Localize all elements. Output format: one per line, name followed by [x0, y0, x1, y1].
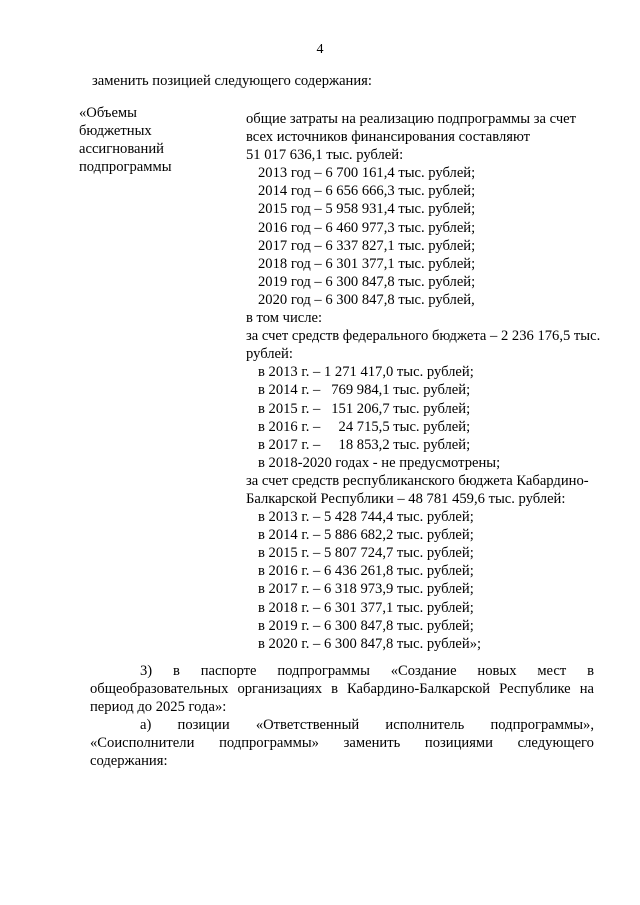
budget-line: в 2014 г. – 5 886 682,2 тыс. рублей; — [258, 527, 474, 544]
paragraph-a-word: «Ответственный — [255, 717, 360, 733]
budget-line: в 2015 г. – 151 206,7 тыс. рублей; — [258, 400, 471, 417]
budget-line: в 2013 г. – 1 271 417,0 тыс. рублей; — [258, 364, 474, 381]
budget-line: за счет средств республиканского бюджета Кабардино- — [246, 472, 589, 489]
paragraph-a-word: исполнитель — [385, 717, 465, 733]
paragraph-a-word: следующего — [517, 735, 594, 751]
budget-line: в 2020 г. – 6 300 847,8 тыс. рублей»; — [258, 635, 482, 652]
budget-line: 2018 год – 6 301 377,1 тыс. рублей; — [258, 255, 476, 272]
budget-line: 2014 год – 6 656 666,3 тыс. рублей; — [258, 183, 476, 200]
paragraph-3-word: паспорте — [200, 663, 257, 679]
paragraph-a-word: заменить — [343, 735, 401, 751]
paragraph-3-word: «Создание — [390, 663, 457, 679]
page-number: 4 — [316, 42, 324, 57]
paragraph-a-word: подпрограммы», — [490, 717, 594, 733]
position-label-line: «Объемы — [79, 105, 137, 121]
paragraph-3-word: мест — [537, 663, 567, 679]
budget-line: в 2016 г. – 24 715,5 тыс. рублей; — [258, 418, 471, 435]
budget-line: всех источников финансирования составляют — [246, 129, 531, 146]
paragraph-a-line — [90, 734, 594, 752]
budget-line: Балкарской Республики – 48 781 459,6 тыс. рублей: — [246, 490, 566, 507]
paragraph-a-word: подпрограммы» — [219, 735, 319, 751]
intro-text: заменить позицией следующего содержания: — [92, 73, 372, 89]
paragraph-a — [90, 716, 594, 770]
paragraph-3-line: общеобразовательных организациях в Кабардино-Балкарской Республике на — [90, 681, 594, 697]
budget-line: 2013 год – 6 700 161,4 тыс. рублей; — [258, 165, 476, 182]
budget-line: за счет средств федерального бюджета – 2 236 176,5 тыс. — [246, 328, 601, 345]
budget-line: в 2014 г. – 769 984,1 тыс. рублей; — [258, 382, 471, 399]
paragraph-a-word: позиции — [177, 717, 230, 733]
paragraph-a-line — [90, 716, 594, 734]
budget-description — [246, 110, 626, 653]
position-label — [79, 104, 229, 176]
budget-line: 2020 год – 6 300 847,8 тыс. рублей, — [258, 291, 475, 308]
budget-line: 2015 год – 5 958 931,4 тыс. рублей; — [258, 201, 476, 218]
paragraph-3-word: новых — [477, 663, 517, 679]
budget-line: в 2019 г. – 6 300 847,8 тыс. рублей; — [258, 617, 474, 634]
budget-line: рублей: — [246, 346, 293, 363]
paragraph-3-line — [90, 662, 594, 680]
budget-line: в 2017 г. – 18 853,2 тыс. рублей; — [258, 436, 471, 453]
paragraph-3-word: в — [587, 663, 594, 679]
position-label-line: бюджетных — [79, 123, 152, 139]
paragraph-a-word: а) — [140, 717, 152, 733]
budget-line: 2017 год – 6 337 827,1 тыс. рублей; — [258, 237, 476, 254]
budget-line: 51 017 636,1 тыс. рублей: — [246, 147, 404, 164]
budget-line: 2016 год – 6 460 977,3 тыс. рублей; — [258, 219, 476, 236]
budget-line: в 2013 г. – 5 428 744,4 тыс. рублей; — [258, 509, 474, 526]
paragraph-3-word: 3) — [140, 663, 153, 679]
budget-line: в 2016 г. – 6 436 261,8 тыс. рублей; — [258, 563, 474, 580]
budget-line: общие затраты на реализацию подпрограммы за счет — [246, 111, 577, 127]
budget-line: в том числе: — [246, 310, 323, 327]
budget-line: в 2015 г. – 5 807 724,7 тыс. рублей; — [258, 545, 474, 562]
position-label-line: ассигнований — [79, 141, 164, 157]
paragraph-3-word: подпрограммы — [277, 663, 370, 679]
budget-line: в 2018 г. – 6 301 377,1 тыс. рублей; — [258, 599, 474, 616]
budget-line: в 2018-2020 годах - не предусмотрены; — [258, 454, 501, 471]
budget-line: в 2017 г. – 6 318 973,9 тыс. рублей; — [258, 581, 474, 598]
budget-line: 2019 год – 6 300 847,8 тыс. рублей; — [258, 273, 476, 290]
paragraph-a-word: позициями — [424, 735, 493, 751]
paragraph-a-line: содержания: — [90, 753, 168, 769]
paragraph-3 — [90, 662, 594, 716]
paragraph-a-word: «Соисполнители — [90, 735, 195, 751]
paragraph-3-line: период до 2025 года»: — [90, 699, 227, 715]
paragraph-3-word: в — [172, 663, 180, 679]
position-label-line: подпрограммы — [79, 159, 172, 175]
